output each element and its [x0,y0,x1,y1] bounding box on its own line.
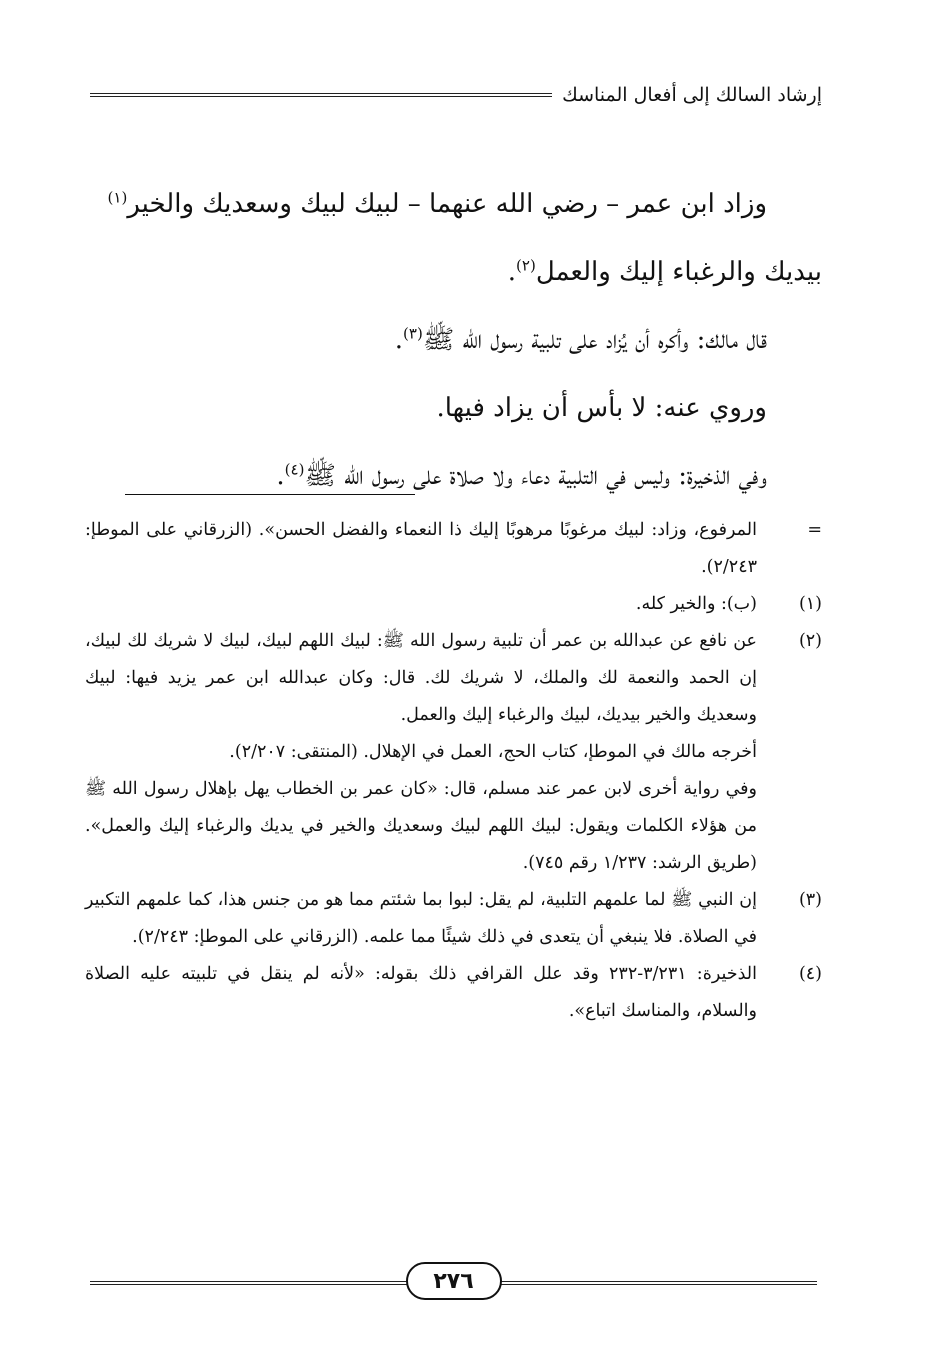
footnote-2-text-c: وفي رواية أخرى لابن عمر عند مسلم، قال: «كان عمر بن الخطاب يهل بإهلال رسول الله ﷺ من هؤلاء الكلمات ويقول: لبيك اللهم لبيك وسعديك والخير في يديك والرغباء إليك والعمل». (طريق الرشد: ١/٢٣٧ رقم ٧٤٥). [85,779,757,873]
footnote-divider [125,494,415,495]
footnote-3 [85,882,822,956]
footnotes [85,512,822,1030]
paragraph-1-continued [85,238,822,306]
footnote-2-body [85,623,757,882]
page-footer [90,1262,817,1302]
paragraph-4-end: . [276,461,285,491]
footnote-2-text-a: عن نافع عن عبدالله بن عمر أن تلبية رسول الله ﷺ: لبيك اللهم لبيك، لبيك لا شريك لك لبيك، إن الحمد والنعمة لك والملك، لا شريك لك. قال: وكان عبدالله ابن عمر يزيد فيها: لبيك وسعديك والخير بيديك، لبيك والرغباء إليك والعمل. [85,631,757,725]
continuation-text: المرفوع، وزاد: لبيك مرغوبًا مرهوبًا إليك ذا النعماء والفضل الحسن». (الزرقاني على الموطإ: ٢/٢٤٣). [85,520,757,577]
footnote-ref-1[interactable]: (١) [107,188,128,207]
footnote-4-text: الذخيرة: ٣/٢٣١-٢٣٢ وقد علل القرافي ذلك بقوله: «لأنه لم ينقل في تلبيته عليه الصلاة والسلام، والمناسك اتباع». [85,964,757,1021]
footnote-4 [85,956,822,1030]
paragraph-4-text: وفي الذخيرة: وليس في التلبية دعاء ولا صلاة على رسول الله ﷺ [304,461,767,491]
footnote-4-mark: (٤) [798,964,822,984]
footnote-1 [85,586,822,623]
footnote-continuation [85,512,822,586]
page-number: ٢٧٦ [406,1262,502,1300]
paragraph-2 [85,306,822,374]
footnote-2-text-b: أخرجه مالك في الموطإ، كتاب الحج، العمل في الإهلال. (المنتقى: ٢/٢٠٧). [229,742,757,762]
footnote-2 [85,623,822,882]
paragraph-4 [85,442,822,510]
book-title: إرشاد السالك إلى أفعال المناسك [562,84,822,106]
paragraph-2-end: . [394,325,404,355]
footnote-ref-2[interactable]: (٢) [516,256,536,275]
footnote-ref-3[interactable]: (٣) [403,324,423,343]
main-text [85,170,822,510]
footnote-ref-4[interactable]: (٤) [284,460,305,479]
paragraph-3: وروي عنه: لا بأس أن يزاد فيها. [436,393,767,423]
footnote-2-mark: (٢) [798,631,822,651]
paragraph-1 [85,170,822,238]
paragraph-1-text: وزاد ابن عمر – رضي الله عنهما – لبيك لبيك وسعديك والخير [127,189,767,219]
header-rule [90,93,552,97]
footnote-1-text: (ب): والخير كله. [635,594,757,614]
footnote-3-mark: (٣) [798,890,822,910]
running-header [90,80,822,110]
continuation-mark: = [807,520,822,540]
footnote-3-text: إن النبي ﷺ لما علمهم التلبية، لم يقل: لبوا بما شئتم مما هو من جنس هذا، كما علمهم التكبير في الصلاة. فلا ينبغي أن يتعدى في ذلك شيئًا مما علمه. (الزرقاني على الموطإ: ٢/٢٤٣). [85,890,757,947]
paragraph-1b-end: . [507,257,517,287]
paragraph-1b-text: بيديك والرغباء إليك والعمل [535,257,822,287]
paragraph-2-text: قال مالك: وأكره أن يُزاد على تلبية رسول الله ﷺ [422,325,767,355]
footnote-1-mark: (١) [798,594,822,614]
